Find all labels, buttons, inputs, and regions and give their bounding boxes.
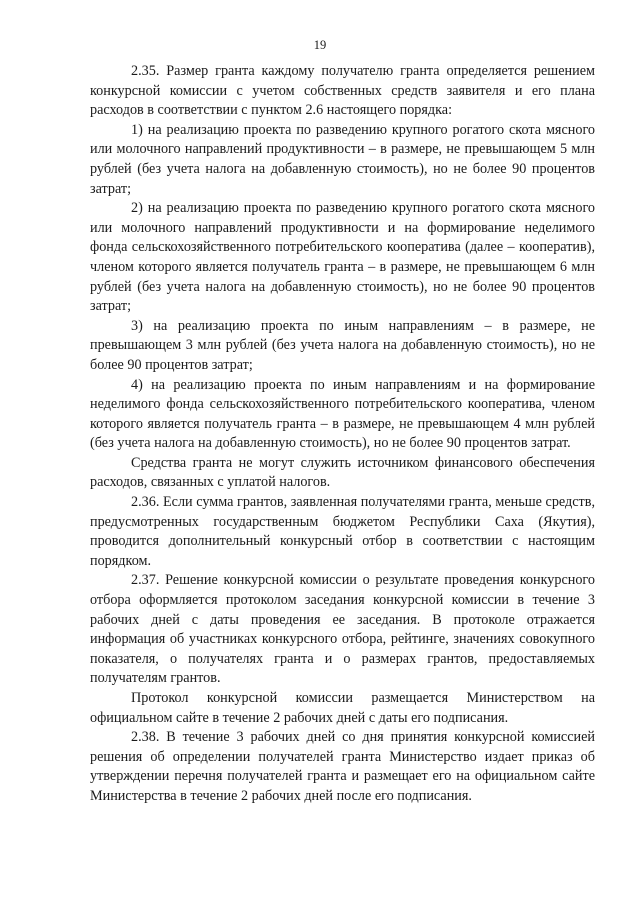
paragraph-2-35: 2.35. Размер гранта каждому получателю гранта определяется решением конкурсной комиссии с учетом собственных средств заявителя и его плана расходов в соответствии с пунктом 2.6 настоящего порядка: xyxy=(90,63,595,119)
paragraph-2-38: 2.38. В течение 3 рабочих дней со дня принятия конкурсной комиссией решения об определении получателей гранта Министерство издает приказ об утверждении перечня получателей гранта и размещает его на официальном сайте Министерства в течение 2 рабочих дней после его подписания. xyxy=(90,729,595,804)
paragraph-protocol: Протокол конкурсной комиссии размещается Министерством на официальном сайте в течение 2 рабочих дней с даты его подписания. xyxy=(90,690,595,726)
paragraph-item-4: 4) на реализацию проекта по иным направлениям и на формирование неделимого фонда сельскохозяйственного потребительского кооператива, членом которого является получатель гранта – в размере, не превышающем 4 млн рублей (без учета налога на добавленную стоимость), но не более 90 процентов затрат. xyxy=(90,376,595,452)
paragraph-2-37: 2.37. Решение конкурсной комиссии о результате проведения конкурсного отбора оформляется протоколом заседания конкурсной комиссии в течение 3 рабочих дней с даты проведения ее заседания. В протоколе отражается информация об участниках конкурсного отбора, рейтинге, значениях совокупного показателя, о получателях гранта и о размерах грантов, предоставляемых получателям грантов. xyxy=(90,572,595,687)
paragraph-2-36: 2.36. Если сумма грантов, заявленная получателями гранта, меньше средств, предусмотренных государственным бюджетом Республики Саха (Якутия), проводится дополнительный конкурсный отбор в соответствии с настоящим порядком. xyxy=(90,494,595,569)
document-body xyxy=(90,62,595,807)
paragraph-tax-note: Средства гранта не могут служить источником финансового обеспечения расходов, связанных с уплатой налогов. xyxy=(90,454,595,491)
page-number: 19 xyxy=(313,38,327,52)
paragraph-item-1: 1) на реализацию проекта по разведению крупного рогатого скота мясного или молочного направлений продуктивности – в размере, не превышающем 5 млн рублей (без учета налога на добавленную стоимость), но не более 90 процентов затрат; xyxy=(90,121,595,197)
paragraph-item-3: 3) на реализацию проекта по иным направлениям – в размере, не превышающем 3 млн рублей (без учета налога на добавленную стоимость), но не более 90 процентов затрат; xyxy=(90,317,595,373)
paragraph-item-2: 2) на реализацию проекта по разведению крупного рогатого скота мясного или молочного направлений продуктивности и на формирование неделимого фонда сельскохозяйственного потребительского кооператива (далее – кооператив), членом которого является получатель гранта – в размере, не превышающем 6 млн рублей (без учета налога на добавленную стоимость), но не более 90 процентов затрат; xyxy=(90,200,595,315)
